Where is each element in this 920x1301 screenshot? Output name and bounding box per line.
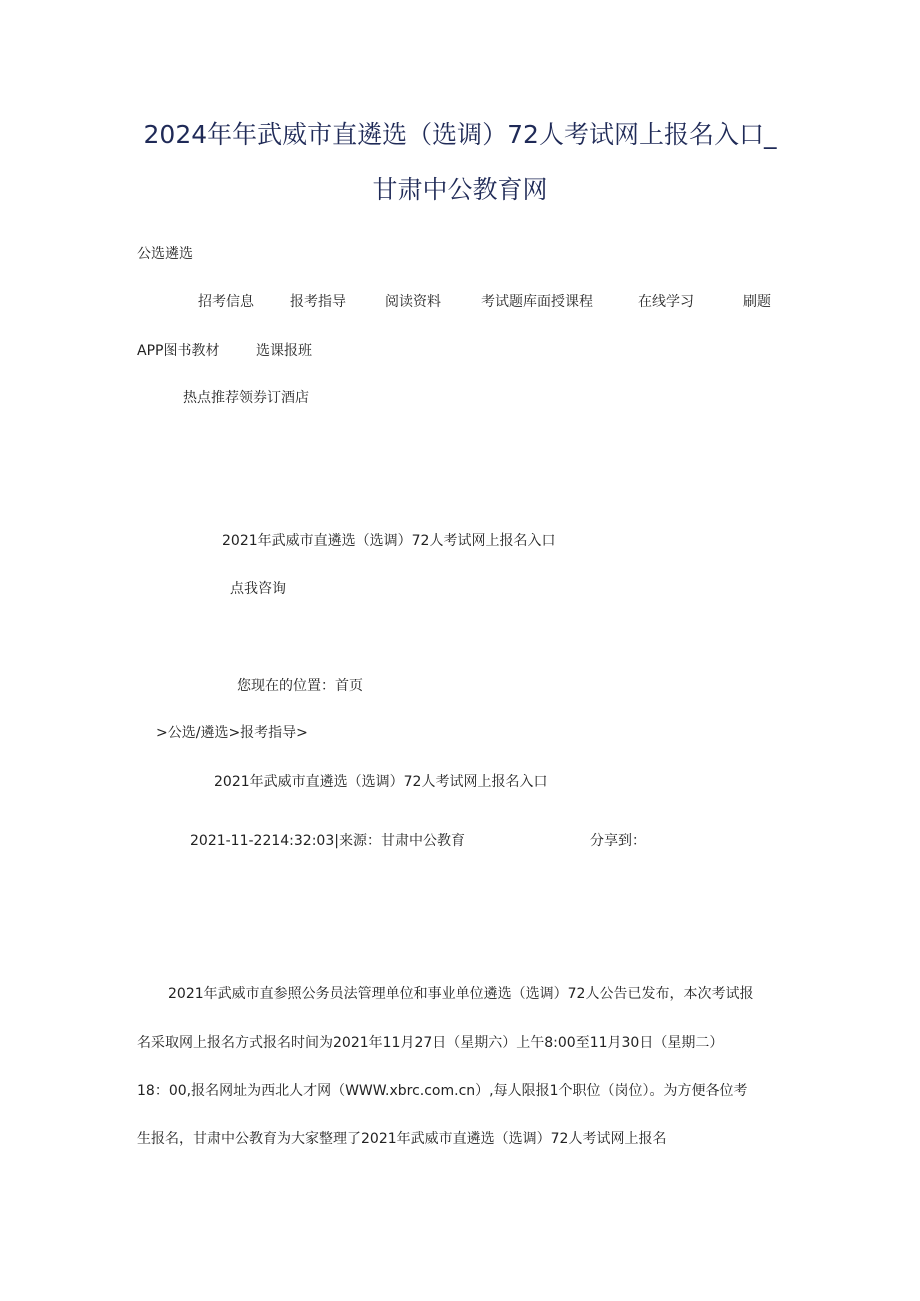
category-label[interactable]: 公选遴选 bbox=[137, 246, 193, 262]
article-paragraph-line: 2021年武威市直参照公务员法管理单位和事业单位遴选（选调）72人公告已发布，本次考试报 bbox=[168, 986, 754, 1002]
banner-headline[interactable]: 2021年武威市直遴选（选调）72人考试网上报名入口 bbox=[222, 533, 556, 549]
page-title-line-1: 2024年年武威市直遴选（选调）72人考试网上报名入口_ bbox=[143, 120, 777, 149]
nav-item-hotspot[interactable]: 热点推荐领券订酒店 bbox=[183, 390, 309, 406]
article-paragraph-line: 名采取网上报名方式报名时间为2021年11月27日（星期六）上午8:00至11月30日（星期二） bbox=[137, 1035, 724, 1051]
nav-item-xuanke[interactable]: 选课报班 bbox=[256, 343, 312, 359]
article-paragraph-line: 18：00,报名网址为西北人才网（WWW.xbrc.com.cn）,每人限报1个职位（岗位）。为方便各位考 bbox=[137, 1083, 748, 1099]
nav-item-yuedu[interactable]: 阅读资料 bbox=[385, 294, 441, 310]
article-paragraph-line: 生报名，甘肃中公教育为大家整理了2021年武威市直遴选（选调）72人考试网上报名 bbox=[137, 1131, 667, 1147]
nav-item-app-books[interactable]: APP图书教材 bbox=[137, 343, 220, 359]
consult-link[interactable]: 点我咨询 bbox=[230, 581, 286, 597]
article-title: 2021年武威市直遴选（选调）72人考试网上报名入口 bbox=[214, 774, 548, 790]
nav-item-shuati[interactable]: 刷题 bbox=[743, 294, 771, 310]
nav-item-baokao[interactable]: 报考指导 bbox=[290, 294, 346, 310]
breadcrumb[interactable]: >公选/遴选>报考指导> bbox=[156, 725, 308, 741]
nav-item-zaixian[interactable]: 在线学习 bbox=[638, 294, 694, 310]
article-meta: 2021-11-2214:32:03|来源：甘肃中公教育 bbox=[190, 833, 465, 849]
page-title-line-2: 甘肃中公教育网 bbox=[372, 175, 548, 204]
breadcrumb-location: 您现在的位置：首页 bbox=[237, 678, 363, 694]
share-label: 分享到： bbox=[590, 833, 646, 849]
nav-item-zhaokao[interactable]: 招考信息 bbox=[198, 294, 254, 310]
nav-item-tiku-kecheng[interactable]: 考试题库面授课程 bbox=[481, 294, 593, 310]
